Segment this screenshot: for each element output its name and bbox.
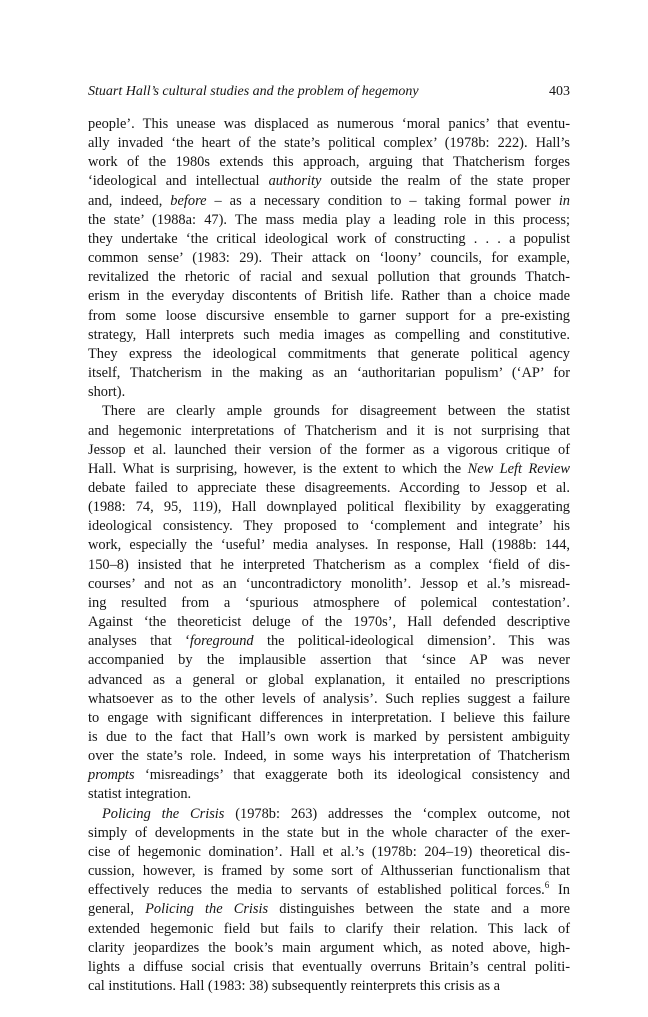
italic-text: in xyxy=(558,192,571,209)
text-line: ideological consistency. They proposed to ‘complement and integrate’ his xyxy=(88,518,570,535)
text-line: prompts ‘misreadings’ that exaggerate both its ideological consistency and xyxy=(88,767,570,784)
text-line: revitalized the rhetoric of racial and sexual pollution that grounds Thatch- xyxy=(88,269,570,286)
text-line: ally invaded ‘the heart of the state’s political complex’ (1978b: 222). Hall’s xyxy=(88,135,570,152)
running-head xyxy=(88,82,570,102)
text-line: work, especially the ‘useful’ media analyses. In response, Hall (1988b: 144, xyxy=(88,537,570,554)
text-line: (1988: 74, 95, 119), Hall downplayed political flexibility by exaggerating xyxy=(88,499,570,516)
text-line: effectively reduces the media to servants of established political forces.$^6$ In xyxy=(88,880,570,899)
text-line: strategy, Hall interprets such media images as compelling and constitutive. xyxy=(88,326,570,343)
text-line: statist integration. xyxy=(88,786,192,803)
text-line: lights a diffuse social crisis that eventually overruns Britain’s central politi- xyxy=(88,958,570,975)
text-line: cussion, however, is framed by some sort of Althusserian functionalism that xyxy=(88,863,570,880)
text-line: advanced as a general or global explanation, it entailed no prescriptions xyxy=(88,671,570,688)
text-line: short). xyxy=(88,384,126,401)
paragraph xyxy=(88,115,570,402)
text-line: ing resulted from a ‘spurious atmosphere of polemical contestation’. xyxy=(88,594,570,611)
text-line: the state’ (1988a: 47). The mass media play a leading role in this process; xyxy=(88,211,570,228)
text-line: they undertake ‘the critical ideological work of constructing . . . a populist xyxy=(88,230,570,247)
text-line: Hall. What is surprising, however, is the extent to which the New Left Review xyxy=(88,460,570,477)
text-line: work of the 1980s extends this approach, arguing that Thatcherism forges xyxy=(88,154,570,171)
footnote-marker: 6 xyxy=(544,880,550,891)
text-line: is due to the fact that Hall’s own work is marked by persistent ambiguity xyxy=(88,729,570,745)
page-number: 403 xyxy=(549,84,570,99)
text-line: There are clearly ample grounds for disagreement between the statist xyxy=(102,403,570,420)
text-line: debate failed to appreciate these disagreements. According to Jessop et al. xyxy=(88,479,570,496)
text-line: itself, Thatcherism in the making as an ‘authoritarian populism’ (‘AP’ for xyxy=(88,365,570,382)
italic-text: before xyxy=(170,192,207,209)
text-line: common sense’ (1983: 29). Their attack on ‘loony’ councils, for example, xyxy=(88,250,570,267)
text-line: clarity jeopardizes the book’s main argument which, as noted above, high- xyxy=(88,939,570,956)
italic-text: foreground xyxy=(189,633,254,650)
text-line: ‘ideological and intellectual authority outside the realm of the state proper xyxy=(88,173,571,190)
text-line: extended hegemonic field but fails to clarify their relation. This lack of xyxy=(88,920,570,937)
text-line: Jessop et al. launched their version of the former as a vigorous critique of xyxy=(88,441,570,458)
italic-text: Policing the Crisis xyxy=(145,901,269,918)
text-line: erism in the everyday discontents of British life. Rather than a choice made xyxy=(88,288,570,305)
text-line: accompanied by the implausible assertion that ‘since AP was never xyxy=(88,652,570,669)
text-line: people’. This unease was displaced as numerous ‘moral panics’ that eventu- xyxy=(88,116,570,132)
text-line: from some loose discursive ensemble to garner support for a pre-existing xyxy=(88,307,570,324)
text-line: general, Policing the Crisis distinguishes between the state and a more xyxy=(88,901,570,918)
paragraph xyxy=(88,402,570,804)
text-line: cise of hegemonic domination’. Hall et al.’s (1978b: 204–19) theoretical dis- xyxy=(88,843,570,860)
italic-text: authority xyxy=(268,173,322,190)
text-line: Against ‘the theoreticist deluge of the 1970s’, Hall defended descriptive xyxy=(88,614,570,631)
text-line: 150–8) insisted that he interpreted Thatcherism as a complex ‘field of dis- xyxy=(88,556,570,573)
text-line: cal institutions. Hall (1983: 38) subsequently reinterprets this crisis as a xyxy=(88,978,501,995)
text-line: over the state’s role. Indeed, in some ways his interpretation of Thatcherism xyxy=(88,748,570,765)
text-line: whatsoever as to the other levels of analysis’. Such replies suggest a failure xyxy=(88,690,570,707)
body-text xyxy=(88,115,570,996)
italic-text: prompts xyxy=(88,767,135,784)
text-line: analyses that ‘foreground the political-ideological dimension’. This was xyxy=(88,633,570,650)
text-line: courses’ and not as an ‘uncontradictory monolith’. Jessop et al.’s misread- xyxy=(88,575,570,592)
italic-text: New Left Review xyxy=(467,460,570,477)
italic-text: Policing the Crisis xyxy=(102,805,225,822)
text-line: and, indeed, before – as a necessary condition to – taking formal power in xyxy=(88,192,571,209)
text-line: to engage with significant differences in interpretation. I believe this failure xyxy=(88,709,570,726)
text-line: They express the ideological commitments that generate political agency xyxy=(88,345,570,362)
paragraph xyxy=(88,805,570,997)
text-line: and hegemonic interpretations of Thatcherism and it is not surprising that xyxy=(88,422,570,439)
text-line: Policing the Crisis (1978b: 263) addresses the ‘complex outcome, not xyxy=(102,805,570,822)
text-line: simply of developments in the state but in the whole character of the exer- xyxy=(88,824,570,841)
running-title: Stuart Hall’s cultural studies and the problem of hegemony xyxy=(88,84,419,99)
